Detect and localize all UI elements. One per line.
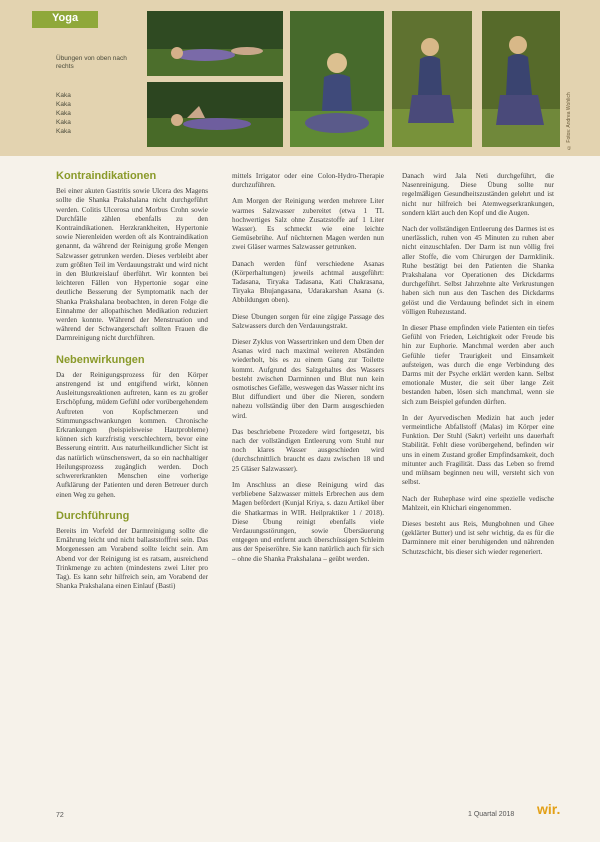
paragraph: In der Ayurvedischen Medizin hat auch jeder vermeintliche Abfallstoff (Malas) im Körper eine Funktion. Der Stuhl (Sakrt) verleiht uns dauerhaft Stabilität. Fehlt diese vorübergehend, befinden wir uns in einem Zustand großer Empfindsamkeit, doch mitunter auch Fragilität. Dass das Leben so fremd und mühsam beginnen neu will, versteht sich von selbst. — [402, 413, 554, 487]
photo-credit: © Fotos: Andrea Wohlich — [566, 92, 572, 150]
paragraph: Im Anschluss an diese Reinigung wird das verbliebene Salzwasser mittels Erbrechen aus dem Magen befördert (Kunjal Kriya, s. dazu Artikel über die Shatkarmas in WIR. Heilpraktiker 1 / 2018). Diese Übung reinigt ebenfalls viele Verdauungsstörungen, sowie Übersäuerung entgegen und entfernt auch überschüssigen Schleim aus der Speiseröhre. Sie kann natürlich auch für sich – ohne die Shanka Prakshalana – geübt werden. — [232, 480, 384, 563]
text-column-3 — [402, 172, 554, 564]
step-label: Kaka — [56, 128, 71, 135]
heading-kontraindikationen: Kontraindikationen — [56, 170, 157, 182]
paragraph: Danach wird Jala Neti durchgeführt, die Nasenreinigung. Diese Übung sollte nur regelmäßigen Gesundheitszuständen gelehrt und ist nicht nur hilfreich bei Atemwegserkrankungen, sondern klärt auch den Kopf und die Augen. — [402, 172, 554, 217]
section-label: Yoga — [52, 12, 79, 24]
photo-yoga-kneeling-1 — [392, 11, 472, 147]
paragraph: In dieser Phase empfinden viele Patienten ein tiefes Gefühl von Frieden, Leichtigkeit oder Freude bis hin zur Euphorie. Manchmal werden aber auch Gefühle tiefer Traurigkeit und Einsamkeit aufsteigen, was durch die enge Verbindung des Darms mit der Psyche erklärt werden kann. Selbst emotionale Muster, die seit über lange Zeit bestanden haben, lösen sich manchmal, wenn sie sich zum Beispiel gefunden dürften. — [402, 324, 554, 406]
paragraph: Danach werden fünf verschiedene Asanas (Körperhaltungen) jeweils achtmal ausgeführt: Tadasana, Tiryaka Tadasana, Kati Chakrasana, Tiryaka Bhujangasana, Udarakarshan Asana (s. Abbildungen oben). — [232, 259, 384, 305]
paragraph: Dieses besteht aus Reis, Mungbohnen und Ghee (geklärter Butter) und ist sehr wichtig, da es für die Darminnere mit einer beruhigenden und nährenden Schutzschicht, bis dieser sich wieder regeneriert. — [402, 519, 554, 556]
paragraph: Das beschriebene Prozedere wird fortgesetzt, bis nach der vollständigen Entleerung vom Stuhl nur noch klares Wasser ausgeschieden wird (durchschnittlich braucht es dazu zwischen 18 und 25 Gläser Salzwasser). — [232, 427, 384, 473]
photo-yoga-lying-1 — [147, 11, 283, 76]
paragraph: Diese Übungen sorgen für eine zügige Passage des Salzwassers durch den Verdauungstrakt. — [232, 312, 384, 330]
heading-nebenwirkungen: Nebenwirkungen — [56, 353, 145, 366]
page-number: 72 — [56, 812, 64, 819]
paragraph: Bereits im Vorfeld der Darmreinigung sollte die Ernährung leicht und nicht ballaststofffrei sein. Das Morgenessen am Vorabend sollte leicht sein. Am Abend vor der Reinigung ist es ratsam, ausreichend Trinkmenge zu achten (mindestens zwei Liter pro Tag). Es kann sehr hilfreich sein, am Vorabend der Shanka Prakshalana einen Einlauf (Basti) — [56, 526, 208, 591]
paragraph: Da der Reinigungsprozess für den Körper anstrengend ist und entgiftend wirkt, können Ausleitungsreaktionen auftreten, kann es zu großer Erschöpfung, müdem Gefühl oder vorübergehendem Auftreten von Kopfschmerzen und Stimmungsschwankungen kommen. Chronische Erkrankungen (beispielsweise Hautprobleme) können sich kurzfristig verschlechtern, bevor eine Besserung eintritt. Aus naturheilkundlicher Sicht ist das natürlich wünschenswert, da so ein nachhaltiger Heilungsprozess zugänglich werden. Doch schwererkrankten Menschen eine vorherige Aufklärung der Patienten und deren Betreuer durch einen Weg zu gehen. — [56, 370, 208, 499]
photo-caption: Übungen von oben nach rechts — [56, 55, 127, 70]
section-tab — [32, 11, 98, 28]
steps-list — [56, 91, 71, 136]
issue-label: 1 Quartal 2018 — [468, 811, 515, 818]
photo-yoga-lying-2 — [147, 82, 283, 147]
step-label: Kaka — [56, 92, 71, 99]
step-label: Kaka — [56, 119, 71, 126]
paragraph: Dieser Zyklus von Wassertrinken und dem Üben der Asanas wird nach maximal weiteren Abständen wiederholt, bis es zu einem Gang zur Toilette kommt. Aufgrund des Salzgehaltes des Wassers besteht zwischen Darminnen und Blut nun kein osmotisches Gefälle, weswegen das Wasser nicht ins Blut diffundiert und über die Nieren, sondern nahezu vollständig über den Darm ausgeschieden wird. — [232, 338, 384, 420]
photo-header — [0, 0, 600, 156]
paragraph: Nach der Ruhephase wird eine spezielle vedische Mahlzeit, ein Khichari eingenommen. — [402, 494, 554, 512]
paragraph: Am Morgen der Reinigung werden mehrere Liter warmes Salzwasser zubereitet (etwa 1 TL hochwertiges Salz ohne Zusatzstoffe auf 1 Liter Wasser). Es schmeckt wie eine leichte Gemüsebrühe. Auf nüchternen Magen werden nun zwei Gläser warmes Salzwasser getrunken. — [232, 197, 384, 252]
paragraph: mittels Irrigator oder eine Colon-Hydro-Therapie durchzuführen. — [232, 172, 384, 190]
photo-yoga-seated — [290, 11, 384, 147]
paragraph: Bei einer akuten Gastritis sowie Ulcera des Magens sollte die Shanka Prakshalana nicht durchgeführt werden. Colitis Ulcerosa und Morbus Crohn sowie Durchfälle zählen ebenfalls zu den Kontraindikationen. Herzkrankheiten, Hypertonie sowie Nierenleiden werden oft als Kontraindikation genannt, da während der Reinigung große Mengen Salzwasser getrunken werden. Dieses verbleibt aber zum größten Teil im Verdauungstrakt und wird nicht in den Blutkreislauf überführt. Wir konnten bei leichteren Fällen von Hypertonie sogar eine deutliche Besserung der Symptomatik nach der Shanka Prakshalana beobachten, in deren Folge die Einnahme der allopathischen Medikation reduziert werden konnte. Während der Menstruation und während der Schwangerschaft sollten Frauen die Darmreinigung nicht durchführen. — [56, 187, 208, 343]
magazine-logo: wir. — [537, 801, 561, 817]
photo-yoga-kneeling-2 — [482, 11, 560, 147]
step-label: Kaka — [56, 110, 71, 117]
paragraph: Nach der vollständigen Entleerung des Darmes ist es unerlässlich, ruhen von 45 Minuten zu ruhen aber nicht einzuschlafen. Der Darm ist nun völlig frei aller Stoffe, die vom Chirurgen der Darmklinik. Ruhe bestätigt bei den Patienten die Shanka Prakshalana vor Operationen des Dickdarms durchgeführt. Selbst Jahrzehnte alte Verkrustungen haben sich nun aus den Taschen des Dickdarms gelöst und die Verdauung befindet sich in einem völligen Ruhezustand. — [402, 225, 554, 316]
step-label: Kaka — [56, 101, 71, 108]
text-column-1 — [56, 172, 208, 598]
text-column-2 — [232, 172, 384, 571]
heading-durchfuehrung: Durchführung — [56, 509, 130, 522]
